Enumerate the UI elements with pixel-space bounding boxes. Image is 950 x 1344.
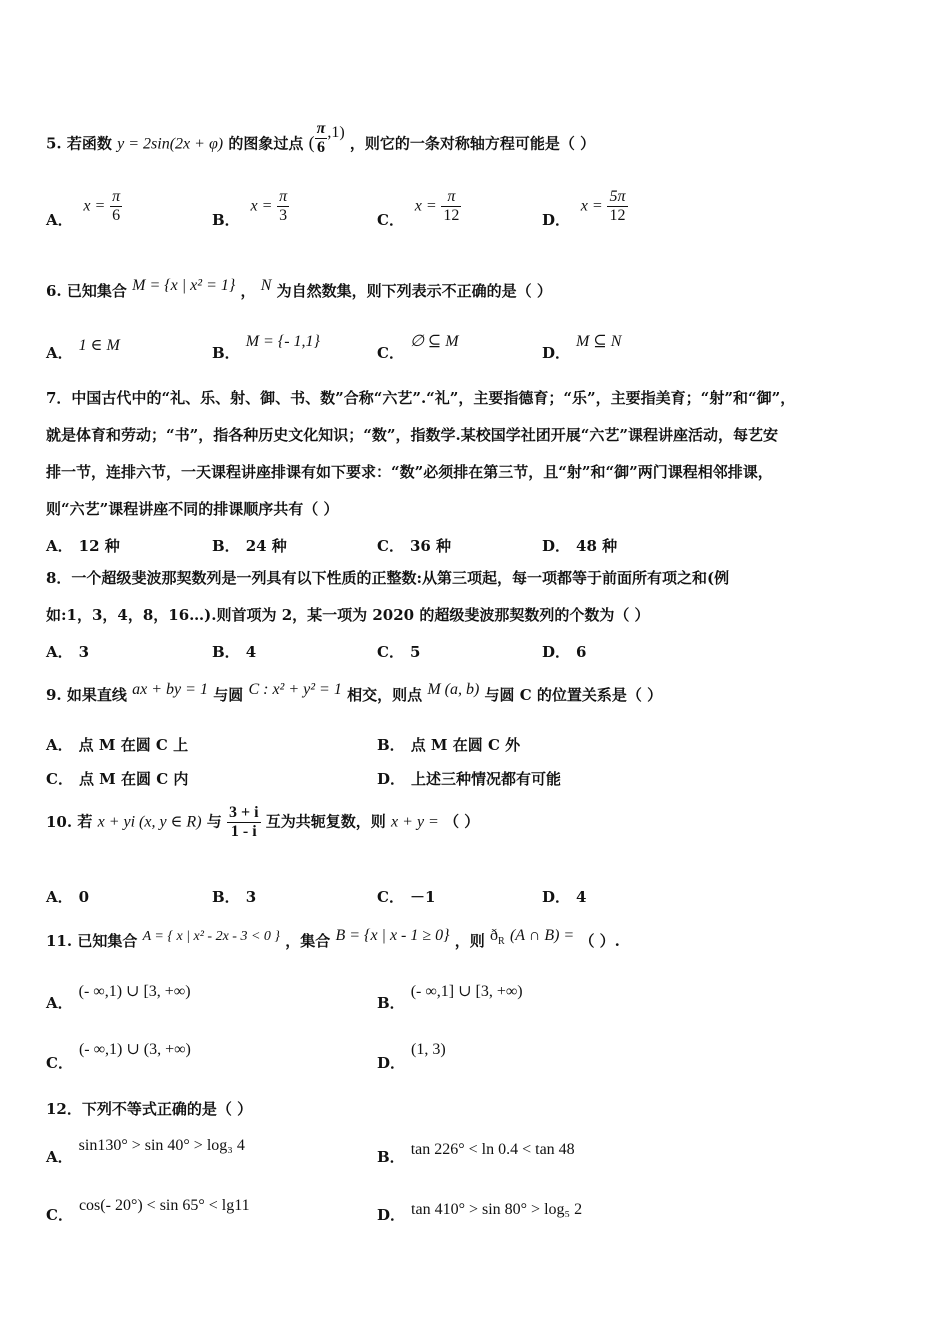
point-tail: ,1) — [327, 123, 345, 141]
option-c: C． 点 M 在圆 C 内 — [46, 770, 189, 788]
stem-text: ，集合 — [285, 932, 331, 950]
question-6-stem — [46, 277, 552, 301]
math-set-a: A = { x | x² - 2x - 3 < 0 } — [142, 929, 280, 944]
question-5-stem: 5. 若函数 y = 2sin(2x + φ) 的图象过点 ( $\frac{\pi}{6}$ ,1) ，则它的一条对称轴方程可能是（ ） — [46, 120, 596, 156]
option-a: A．sin130° > sin 40° > log₃ 4 — [46, 1137, 245, 1166]
option-b: B． 点 M 在圆 C 外 — [377, 736, 521, 754]
option-b: B． tan 226° < ln 0.4 < tan 48 — [377, 1141, 575, 1166]
complex-fraction: $\frac{3 + i}{1 - i}$ — [229, 804, 259, 840]
math-formula: y = 2sin(2x + φ) — [117, 135, 224, 153]
option-a: A． 0 — [46, 888, 90, 906]
option-a: A． 1 ∈ M — [46, 337, 120, 362]
stem-text: 为自然数集，则下列表示不正确的是（ ） — [276, 282, 552, 300]
option-d: D． 48 种 — [542, 537, 618, 555]
question-9-stem — [46, 681, 663, 705]
option-b: B． x = $\frac{\pi}{3}$ — [212, 188, 288, 229]
option-c: C． x = $\frac{\pi}{12}$ — [377, 188, 460, 229]
option-b: B．M = {- 1,1} — [212, 333, 320, 362]
math-target: x + y = — [391, 813, 439, 831]
option-c: C． －1 — [377, 888, 436, 906]
math-symbol: N — [260, 277, 272, 294]
math-set-b: B = {x | x - 1 ≥ 0} — [335, 927, 450, 944]
option-a: A． 3 — [46, 643, 90, 661]
option-b: B． 24 种 — [212, 537, 287, 555]
option-b: B． 4 — [212, 643, 257, 661]
option-c: C．cos(- 20°) < sin 65° < lg11 — [46, 1197, 250, 1224]
stem-text: 如果直线 — [66, 686, 127, 704]
math-complement: (A ∩ B) = — [509, 927, 575, 944]
stem-text: 若函数 — [66, 134, 112, 153]
stem-text: 已知集合 — [77, 932, 138, 950]
question-8-stem: 8．一个超级斐波那契数列是一列具有以下性质的正整数:从第三项起，每一项都等于前面所有项之和(例 如:1，3，4，8，16…).则首项为 2，某一项为 2020 的超级斐波那契数列的个数为（ ） — [46, 569, 730, 624]
stem-text: 已知集合 — [66, 282, 127, 300]
stem-text: （ ） — [444, 812, 480, 831]
math-set: M = {x | x² = 1} — [132, 277, 236, 294]
question-12-stem: 12．下列不等式正确的是（ ） — [46, 1100, 253, 1118]
question-number: 10. — [46, 812, 73, 831]
question-number: 6. — [46, 282, 62, 300]
stem-text: 与圆 C 的位置关系是（ ） — [484, 686, 663, 704]
question-number: 9. — [46, 686, 62, 704]
math-line: ax + by = 1 — [132, 681, 208, 698]
option-c: C．∅ ⊆ M — [377, 333, 459, 362]
option-d: D．(1, 3) — [377, 1041, 446, 1072]
option-d: D． x = $\frac{5\pi}{12}$ — [542, 188, 626, 229]
option-b: B．(- ∞,1] ∪ [3, +∞) — [377, 983, 523, 1012]
option-a: A．(- ∞,1) ∪ [3, +∞) — [46, 983, 191, 1012]
question-10-stem — [46, 804, 479, 841]
option-d: D． 上述三种情况都有可能 — [377, 770, 562, 788]
option-a: A． 点 M 在圆 C 上 — [46, 736, 189, 754]
stem-text: 若 — [77, 812, 93, 831]
stem-text: （ ）. — [579, 932, 620, 950]
option-b: B． 3 — [212, 888, 257, 906]
option-a: A． 12 种 — [46, 537, 120, 555]
math-point: M (a, b) — [427, 681, 480, 698]
option-a: A． x = $\frac{\pi}{6}$ — [46, 188, 121, 229]
option-c: C． 36 种 — [377, 537, 452, 555]
option-d: D． tan 410° > sin 80° > log₅ 2 — [377, 1201, 583, 1224]
stem-text: ，则它的一条对称轴方程可能是（ ） — [349, 134, 596, 153]
math-complex: x + yi (x, y ∈ R) — [97, 813, 202, 831]
stem-text: 的图象过点 — [228, 134, 304, 153]
option-d: D． 4 — [542, 888, 587, 906]
math-circle: C : x² + y² = 1 — [248, 681, 342, 698]
stem-text: ，则 — [454, 932, 485, 950]
stem-text: 互为共轭复数，则 — [265, 812, 386, 831]
stem-text: 与 — [206, 812, 222, 831]
stem-text: ， — [240, 282, 256, 300]
question-11-stem — [46, 927, 620, 953]
complement-symbol: $ð_R$ — [490, 927, 505, 948]
option-c: C． 5 — [377, 643, 421, 661]
option-d: D．M ⊆ N — [542, 333, 622, 362]
stem-text: 与圆 — [213, 686, 244, 704]
stem-text: 相交，则点 — [347, 686, 423, 704]
point-fraction: $\frac{\pi}{6}$ — [316, 120, 326, 156]
option-c: C．(- ∞,1) ∪ (3, +∞) — [46, 1041, 191, 1072]
question-number: 11. — [46, 932, 73, 950]
option-d: D． 6 — [542, 643, 587, 661]
question-7-stem: 7．中国古代中的“礼、乐、射、御、书、数”合称“六艺”.“礼”，主要指德育；“乐”，主要指美育；“射”和“御”， 就是体育和劳动；“书”，指各种历史文化知识；“数”，指数学.某校国学社团开展“六艺”课程讲座活动，每艺安 排一节，连排六节，一天课程讲座排课有如下要求：“数”必须排在第三节，且“射”和“御”两门课程相邻排课， 则“六艺”课程讲座不同的排课顺序共有（ ） — [46, 389, 796, 518]
question-number: 5. — [46, 134, 62, 153]
